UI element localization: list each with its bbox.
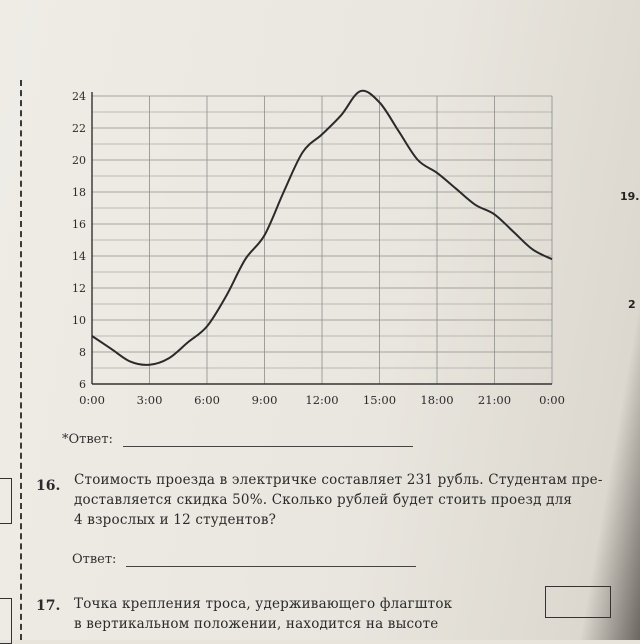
answer-row-top	[62, 432, 413, 447]
x-tick-label: 18:00	[420, 393, 453, 407]
answer-input-top[interactable]	[123, 434, 413, 447]
edge-mark-19: 19.	[620, 190, 640, 203]
question-16-text	[74, 470, 634, 530]
x-tick-label: 6:00	[194, 393, 220, 407]
question-17-number: 17.	[36, 598, 60, 614]
x-tick-label: 0:00	[79, 393, 105, 407]
question-17-line: Точка крепления троса, удерживающего флагшток	[74, 594, 494, 614]
figure-17-box	[545, 586, 611, 618]
answer-input-16[interactable]	[126, 554, 416, 567]
y-tick-label: 18	[72, 186, 86, 199]
x-tick-label: 21:00	[478, 393, 511, 407]
x-tick-label: 3:00	[137, 393, 163, 407]
question-16-line: 4 взрослых и 12 студентов?	[74, 510, 634, 530]
y-tick-label: 14	[72, 250, 86, 263]
y-tick-label: 22	[72, 122, 86, 135]
question-17-text	[74, 594, 494, 634]
cut-line	[20, 80, 22, 640]
y-tick-label: 10	[72, 314, 86, 327]
question-16-line: доставляется скидка 50%. Сколько рублей будет стоить проезд для	[74, 490, 634, 510]
x-tick-label: 12:00	[305, 393, 338, 407]
y-tick-label: 8	[79, 346, 86, 359]
answer-label-16: Ответ:	[72, 552, 116, 567]
question-17-line: в вертикальном положении, находится на высоте	[74, 614, 494, 634]
temperature-chart	[70, 70, 570, 410]
y-tick-label: 6	[79, 378, 86, 391]
answer-label-top: *Ответ:	[62, 432, 113, 447]
question-16-line: Стоимость проезда в электричке составляет 231 рубль. Студентам пре-	[74, 470, 634, 490]
y-tick-label: 16	[72, 218, 86, 231]
x-tick-label: 9:00	[252, 393, 278, 407]
y-tick-label: 24	[72, 90, 86, 103]
answer-box-16	[0, 478, 12, 524]
y-tick-label: 12	[72, 282, 86, 295]
x-tick-label: 0:00	[539, 393, 565, 407]
answer-row-16	[72, 552, 416, 567]
x-tick-label: 15:00	[363, 393, 396, 407]
answer-box-17	[0, 598, 12, 644]
y-tick-label: 20	[72, 154, 86, 167]
question-16-number: 16.	[36, 478, 60, 494]
edge-mark-2: 2	[628, 298, 636, 311]
